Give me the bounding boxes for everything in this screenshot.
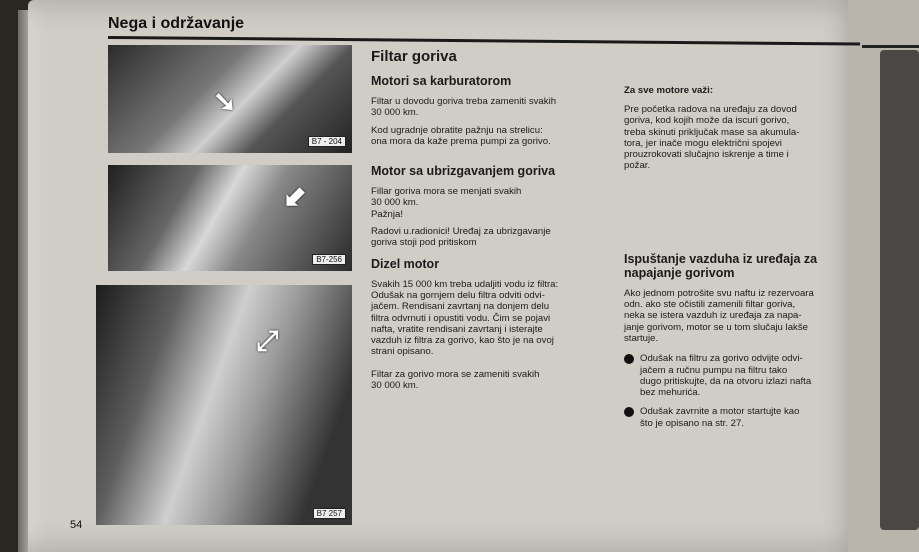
subheading-diesel: Dizel motor [371, 256, 440, 271]
note-text: Pre početka radova na uređaju za dovod goriva, kod kojih može da iscuri gorivo, treba skinuti priključak mase sa akumula- tora, jer inače mogu električni spojevi prouzrokovati slučajno iskrenje a time i požar. [624, 104, 800, 172]
subheading-injection: Motor sa ubrizgavanjem goriva [371, 164, 556, 179]
column-notes [624, 85, 856, 429]
list-item-text: Odušak zavrnite a motor startujte kao što je opisano na str. 27. [640, 406, 800, 429]
arrow-icon: ➘ [213, 86, 237, 117]
bullet-icon [624, 407, 634, 417]
next-page-photo [880, 50, 919, 530]
subheading-carburetor: Motori sa karburatorom [371, 74, 512, 88]
paragraph: Svakih 15 000 km treba udaljiti vodu iz filtra: Odušak na gornjem delu filtra odviti odvi- jačem. Rendisani zavrtanj na donjem delu filtra odvrnuti i opustiti vodu. Čim se pojavi nafta, vratite rendisani zavrtanj i isterajte vazduh iz filtra za gorivo, kao što je na ovoj strani opisano. [371, 278, 559, 358]
column-fuel-filter [371, 48, 616, 391]
diesel-filter-photo [96, 285, 352, 525]
carburetor-filter-photo [108, 45, 352, 153]
note-title: Za sve motore važi: [624, 85, 714, 96]
section-header: Nega i održavanje [108, 15, 245, 32]
paragraph: Filtar za gorivo mora se zameniti svakih 30 000 km. [371, 368, 540, 392]
paragraph: Radovi u.radionici! Uređaj za ubrizgavanje goriva stoji pod pritiskom [371, 226, 551, 249]
injection-filter-photo [108, 165, 352, 271]
photo-code: B7 257 [313, 508, 346, 519]
list-item [624, 353, 856, 398]
arrow-icon: ⬋ [283, 181, 307, 212]
paragraph: Filtar u dovodu goriva treba zameniti svakih 30 000 km. [371, 96, 557, 119]
page-number: 54 [70, 519, 83, 531]
paragraph: Fillar goriva mora se menjati svakih 30 000 km. Pažnja! [371, 186, 522, 220]
bullet-icon [624, 354, 634, 364]
arrow-icon: ⤢ [256, 325, 279, 356]
subheading-bleeding: Ispuštanje vazduha iz uređaja za napajanje gorivom [624, 251, 818, 280]
page-title: Filtar goriva [371, 48, 457, 65]
next-page-rule [862, 45, 919, 48]
paragraph: Ako jednom potrošite svu naftu iz rezervoara odn. ako ste očistili zamenili filtar goriva, neka se istera vazduh iz uređaja za napa- janje gorivom, motor se u tom slučaju lakše startuje. [624, 287, 814, 344]
list-item [624, 406, 856, 429]
photo-code: B7-256 [312, 254, 346, 265]
photo-code: B7 - 204 [308, 136, 346, 147]
paragraph: Kod ugradnje obratite pažnju na strelicu: ona mora da kaže prema pumpi za gorivo. [371, 124, 551, 147]
list-item-text: Odušak na filtru za gorivo odvijte odvi- jačem a ručnu pumpu na filtru tako dugo pritiskujte, da na otvoru izlazi nafta bez mehurića. [640, 353, 812, 399]
